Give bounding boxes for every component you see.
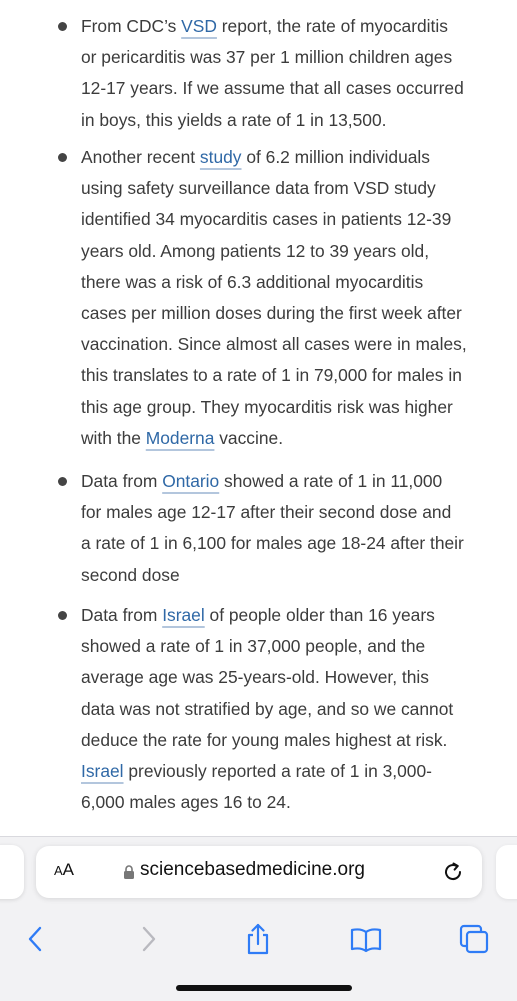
home-indicator [176,985,352,991]
text-segment: vaccine. [214,427,284,448]
safari-toolbar [0,836,517,1001]
text-segment: showed a rate of 1 in 37,000 people, and the [81,636,426,657]
bullet-text [81,142,501,454]
text-line [81,329,501,360]
text-segment: for males age 12-17 after their second dose and [81,502,452,523]
text-line [81,466,501,497]
text-segment: data was not stratified by age, and so we cannot [81,698,454,719]
inline-link[interactable]: Israel [162,605,205,625]
text-line [81,600,501,631]
text-segment: this translates to a rate of 1 in 79,000 for males in [81,365,462,386]
text-segment: identified 34 myocarditis cases in patients 12-39 [81,209,452,230]
text-segment: second dose [81,564,180,585]
inline-link[interactable]: Ontario [162,471,220,491]
text-segment: a rate of 1 in 6,100 for males age 18-24 after their [81,533,464,554]
text-segment: Data from [81,471,163,491]
text-segment: showed a rate of 1 in 11,000 [219,471,443,491]
tabs-button[interactable] [452,917,496,961]
text-segment: with the [81,427,146,448]
book-icon [349,925,383,953]
text-line [81,631,501,662]
inline-link[interactable]: Moderna [145,427,215,448]
text-segment: in boys, this yields a rate of 1 in 13,500. [81,109,387,130]
text-line [81,756,501,787]
bullet-text [81,600,501,818]
text-line [81,360,501,391]
text-line [81,528,501,559]
next-tab-preview[interactable] [496,845,517,899]
text-line [81,560,501,591]
back-button[interactable] [14,917,58,961]
text-segment: previously reported a rate of 1 in 3,000- [123,760,432,781]
text-line [81,787,501,818]
text-segment: or pericarditis was 37 per 1 million children ages [81,47,453,68]
text-line [81,392,501,423]
text-segment: average age was 25-years-old. However, this [81,667,429,688]
text-segment: this age group. They myocarditis risk was higher [81,396,453,417]
text-segment: cases per million doses during the first week after [81,302,462,323]
text-segment: of 6.2 million individuals [241,147,430,167]
text-line [81,662,501,693]
text-segment: 6,000 males ages 16 to 24. [81,792,291,813]
bullet-dot [58,477,67,486]
text-line [81,73,501,104]
reload-icon[interactable] [441,860,465,884]
text-segment: vaccination. Since almost all cases were in males, [81,334,467,355]
text-line [81,204,501,235]
text-line [81,423,501,454]
text-segment: years old. Among patients 12 to 39 years old, [81,240,430,261]
text-segment: using safety surveillance data from VSD study [81,178,436,199]
text-line [81,173,501,204]
text-line [81,105,501,136]
chevron-right-icon [136,925,160,953]
inline-link[interactable]: Israel [81,760,124,781]
inline-link[interactable]: study [199,147,242,167]
text-segment: Another recent [81,147,200,167]
text-line [81,11,501,42]
address-bar[interactable] [36,846,482,898]
text-segment: there was a risk of 6.3 additional myocarditis [81,271,424,292]
bullet-dot [58,611,67,620]
bullet-dot [58,22,67,31]
text-line [81,236,501,267]
bullet-dot [58,153,67,162]
chevron-left-icon [24,925,48,953]
bullet-text [81,11,501,136]
bullet-text [81,466,501,591]
text-line [81,142,501,173]
share-button[interactable] [236,917,280,961]
text-segment: report, the rate of myocarditis [216,16,448,36]
inline-link[interactable]: VSD [181,16,217,36]
text-line [81,298,501,329]
text-segment: Data from [81,605,163,625]
lock-icon [123,864,135,880]
text-segment: of people older than 16 years [204,605,435,625]
forward-button[interactable] [126,917,170,961]
text-segment: deduce the rate for young males highest at risk. [81,729,448,750]
share-icon [243,922,273,956]
bookmarks-button[interactable] [344,917,388,961]
text-segment: From CDC’s [81,16,182,36]
navigation-row [0,917,517,961]
text-line [81,725,501,756]
text-line [81,694,501,725]
url-domain: sciencebasedmedicine.org [140,859,365,880]
previous-tab-preview[interactable] [0,845,24,899]
text-line [81,497,501,528]
text-line [81,267,501,298]
text-segment: 12-17 years. If we assume that all cases occurred [81,78,464,99]
tabs-icon [458,923,490,955]
reader-options-button[interactable]: AA [54,860,75,879]
text-line [81,42,501,73]
